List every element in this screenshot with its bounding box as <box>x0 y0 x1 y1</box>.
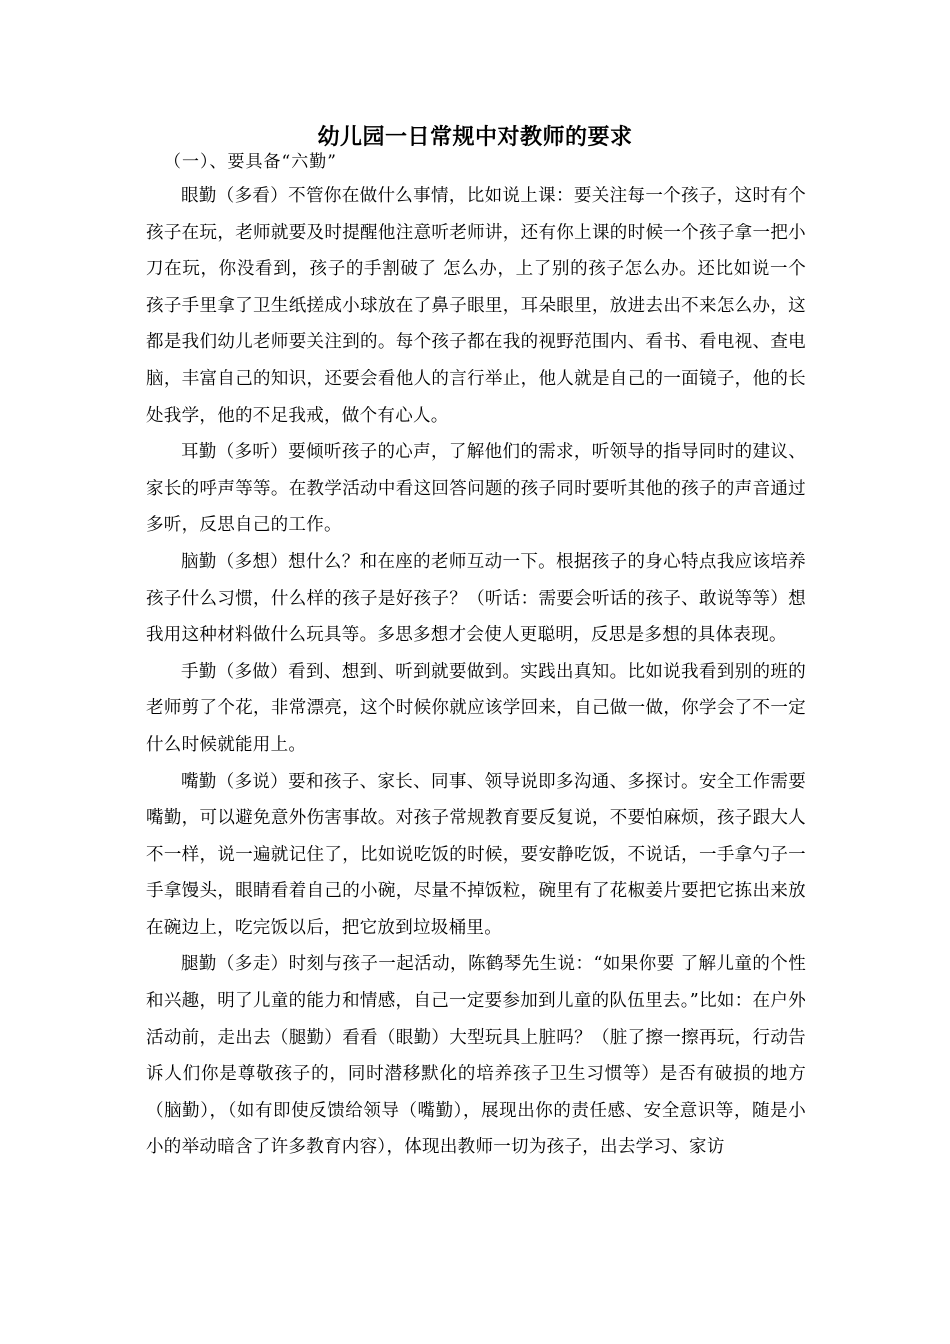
paragraph-leg-diligence: 腿勤（多走）时刻与孩子一起活动，陈鹤琴先生说：“如果你要 了解儿童的个性和兴趣，明了儿童的能力和情感，自己一定要参加到儿童的队伍里去。”比如：在户外活动前，走出去（腿勤）看看（眼勤）大型玩具上脏吗？（脏了擦一擦再玩，行动告诉人们你是尊敬孩子的，同时潜移默化的培养孩子卫生习惯等）是否有破损的地方（脑勤），（如有即使反馈给领导（嘴勤），展现出你的责任感、安全意识等，随是小小的举动暗含了许多教育内容），体现出教师一切为孩子，出去学习、家访 <box>146 954 806 1158</box>
paragraph-hand-diligence: 手勤（多做）看到、想到、听到就要做到。实践出真知。比如说我看到别的班的老师剪了个花，非常漂亮，这个时候你就应该学回来，自己做一做，你学会了不一定什么时候就能用上。 <box>146 661 806 755</box>
document-body <box>146 178 806 1166</box>
document-title: 幼儿园一日常规中对教师的要求 <box>317 124 633 150</box>
paragraph-mind-diligence: 脑勤（多想）想什么？和在座的老师互动一下。根据孩子的身心特点我应该培养孩子什么习惯，什么样的孩子是好孩子？（听话：需要会听话的孩子、敢说等等）想我用这种材料做什么玩具等。多思多想才会使人更聪明，反思是多想的具体表现。 <box>146 551 806 646</box>
paragraph-mouth-diligence: 嘴勤（多说）要和孩子、家长、同事、领导说即多沟通、多探讨。安全工作需要嘴勤，可以避免意外伤害事故。对孩子常规教育要反复说，不要怕麻烦，孩子跟大人不一样，说一遍就记住了，比如说吃饭的时候，要安静吃饭，不说话，一手拿勺子一手拿馒头，眼睛看着自己的小碗，尽量不掉饭粒，碗里有了花椒姜片要把它拣出来放在碗边上，吃完饭以后，把它放到垃圾桶里。 <box>146 771 806 938</box>
paragraph-eye-diligence: 眼勤（多看）不管你在做什么事情，比如说上课：要关注每一个孩子，这时有个孩子在玩，老师就要及时提醒他注意听老师讲，还有你上课的时候一个孩子拿一把小刀在玩，你没看到，孩子的手割破了 怎么办，上了别的孩子怎么办。还比如说一个孩子手里拿了卫生纸搓成小球放在了鼻子眼里，耳朵眼里，放进去出不来怎么办，这都是我们幼儿老师要关注到的。每个孩子都在我的视野范围内、看书、看电视、查电脑，丰富自己的知识，还要会看他人的言行举止，他人就是自己的一面镜子，他的长处我学，他的不足我戒，做个有心人。 <box>146 186 806 426</box>
section-heading: （一）、要具备“六勤” <box>164 152 337 172</box>
paragraph-ear-diligence: 耳勤（多听）要倾听孩子的心声，了解他们的需求，听领导的指导同时的建议、家长的呼声等等。在教学活动中看这回答问题的孩子同时要听其他的孩子的声音通过多听，反思自己的工作。 <box>146 442 806 536</box>
